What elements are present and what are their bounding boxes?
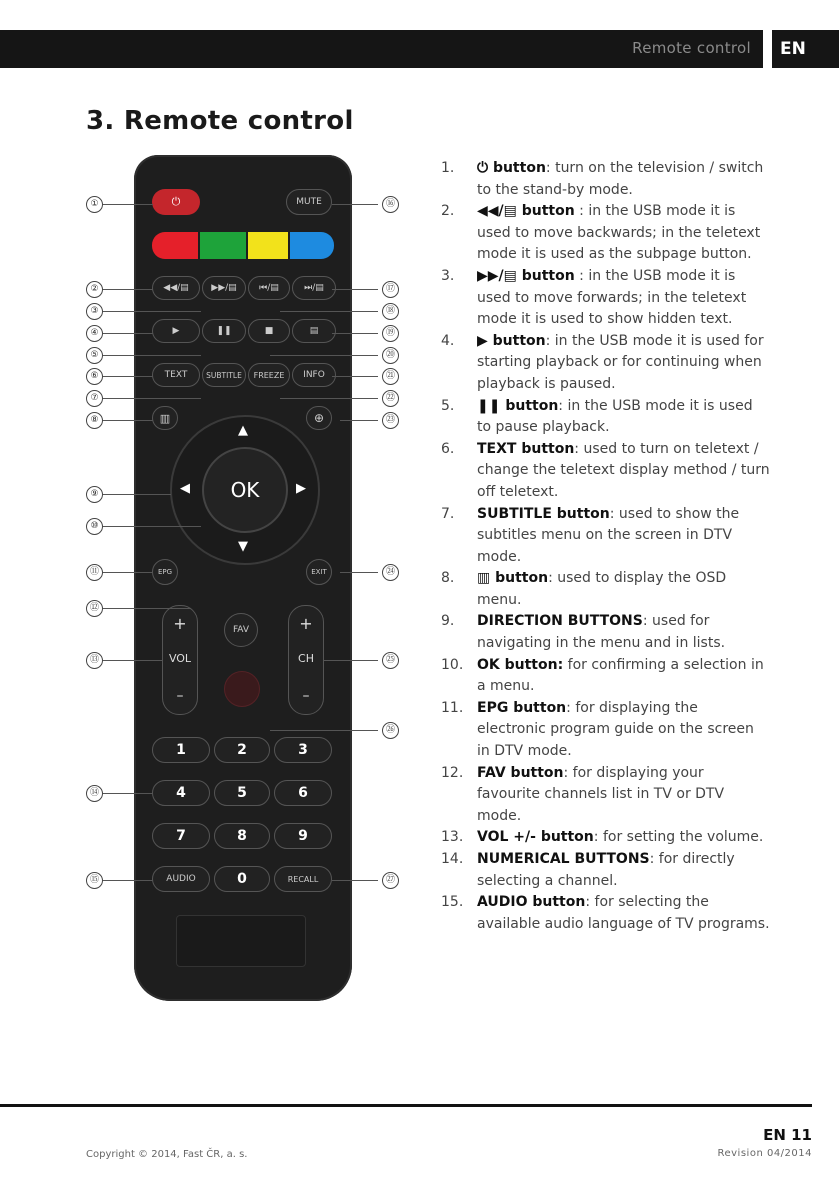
callout-22: ㉒ (382, 390, 399, 407)
channel-rocker (288, 605, 324, 715)
text-button: TEXT (152, 363, 200, 387)
item-number: 7. (441, 505, 455, 522)
number-8-button: 8 (214, 823, 270, 849)
leader-line (280, 398, 378, 399)
number-7-button: 7 (152, 823, 210, 849)
list-item (441, 611, 771, 654)
item-title: EPG button (477, 699, 567, 716)
item-number: 4. (441, 332, 455, 349)
item-text: : in the USB mode it is used to pause playback. (477, 397, 753, 436)
leader-line (101, 398, 201, 399)
leader-line (101, 333, 153, 334)
item-title: ⏻ button (477, 160, 546, 176)
item-title: NUMERICAL BUTTONS (477, 851, 650, 867)
item-title: ▶▶/▤ button (477, 267, 575, 284)
vol-label: VOL (168, 652, 192, 665)
subtitle-button: SUBTITLE (202, 363, 246, 387)
ok-button: OK (202, 447, 288, 533)
exit-button: EXIT (306, 559, 332, 585)
list-item (441, 331, 771, 396)
list-item (441, 827, 771, 849)
item-text: : in the USB mode it is used for starting playback or for continuing when playback is paused. (477, 332, 764, 392)
leader-line (332, 376, 378, 377)
remote-illustration (134, 155, 352, 1001)
number-3-button: 3 (274, 737, 332, 763)
menu-button: ▥ (152, 406, 178, 430)
page-heading: 3. Remote control (86, 106, 354, 136)
freeze-button: FREEZE (248, 363, 290, 387)
blue-button (290, 232, 334, 259)
leader-line (101, 355, 201, 356)
leader-line (332, 289, 378, 290)
arrow-down-icon: ▼ (238, 539, 248, 554)
list-item (441, 201, 771, 266)
ch-label: CH (298, 652, 314, 665)
item-number: 9. (441, 613, 455, 630)
leader-line (101, 880, 153, 881)
red-button (152, 232, 198, 259)
power-button: ⏻ (152, 189, 200, 215)
callout-16: ⑯ (382, 196, 399, 213)
item-text: : for directly selecting a channel. (477, 851, 735, 889)
rewind-subpage-button: ◀◀/▤ (152, 276, 200, 300)
callout-7: ⑦ (86, 390, 103, 407)
item-number: 8. (441, 570, 455, 587)
leader-line (280, 311, 378, 312)
list-item (441, 266, 771, 331)
item-title: ◀◀/▤ button (477, 203, 575, 220)
leader-line (340, 572, 378, 573)
item-number: 1. (441, 160, 455, 176)
leader-line (101, 793, 153, 794)
input-button (224, 671, 260, 707)
callout-5: ⑤ (86, 347, 103, 364)
item-number: 12. (441, 764, 464, 781)
leader-line (101, 311, 201, 312)
list-item (441, 892, 771, 935)
epg-button: EPG (152, 559, 178, 585)
callout-18: ⑱ (382, 303, 399, 320)
item-number: 15. (441, 894, 464, 911)
item-title: SUBTITLE button (477, 505, 610, 522)
leader-line (101, 289, 153, 290)
list-item (441, 396, 771, 439)
list-item (441, 763, 771, 828)
leader-line (324, 660, 378, 661)
item-number: 3. (441, 267, 455, 284)
list-item (441, 158, 771, 201)
header-bar (0, 30, 763, 68)
list-item (441, 849, 771, 892)
volume-rocker (162, 605, 198, 715)
play-button: ▶ (152, 319, 200, 343)
leader-line (101, 608, 191, 609)
number-0-button: 0 (214, 866, 270, 892)
leader-line (332, 204, 378, 205)
prev-button: ⏮/▤ (248, 276, 290, 300)
ch-plus-label: + (299, 614, 313, 633)
callout-10: ⑩ (86, 518, 103, 535)
pause-button: ❚❚ (202, 319, 246, 343)
item-number: 11. (441, 699, 464, 716)
list-item (441, 655, 771, 698)
callout-21: ㉑ (382, 368, 399, 385)
item-text: : turn on the television / switch to the stand-by mode. (477, 160, 764, 198)
item-number: 6. (441, 440, 455, 457)
yellow-button (248, 232, 288, 259)
number-1-button: 1 (152, 737, 210, 763)
callout-3: ③ (86, 303, 103, 320)
callout-23: ㉓ (382, 412, 399, 429)
item-number: 5. (441, 397, 455, 414)
list-item (441, 504, 771, 569)
info-button: INFO (292, 363, 336, 387)
item-text: : used to show the subtitles menu on the screen in DTV mode. (477, 505, 740, 565)
callout-8: ⑧ (86, 412, 103, 429)
callout-20: ⑳ (382, 347, 399, 364)
teletext-mode-button: ▤ (292, 319, 336, 343)
leader-line (101, 494, 171, 495)
leader-line (101, 526, 201, 527)
green-button (200, 232, 246, 259)
item-text: : in the USB mode it is used to move backwards; in the teletext mode it is used as the subpage button. (477, 203, 761, 263)
section-title: Remote control (632, 39, 751, 57)
leader-line (101, 660, 163, 661)
item-text: : for setting the volume. (593, 829, 764, 846)
item-title: AUDIO button (477, 894, 586, 911)
stop-button: ■ (248, 319, 290, 343)
item-text: : for displaying your favourite channels list in TV or DTV mode. (477, 764, 725, 824)
direction-pad (170, 415, 320, 565)
number-6-button: 6 (274, 780, 332, 806)
leader-line (270, 355, 378, 356)
item-number: 14. (441, 851, 464, 867)
item-text: : used to turn on teletext / change the teletext display method / turn off teletext. (477, 440, 770, 500)
revision-label: Revision 04/2014 (717, 1148, 812, 1159)
item-text: : in the USB mode it is used to move forwards; in the teletext mode it is used to show hidden text. (477, 267, 747, 328)
ch-minus-label: – (302, 688, 310, 704)
number-5-button: 5 (214, 780, 270, 806)
number-2-button: 2 (214, 737, 270, 763)
list-item (441, 439, 771, 504)
item-text: : used for navigating in the menu and in lists. (477, 613, 726, 652)
item-title: ❚❚ button (477, 397, 559, 414)
item-title: ▶ button (477, 332, 546, 349)
item-title: FAV button (477, 764, 564, 781)
callout-9: ⑨ (86, 486, 103, 503)
callout-17: ⑰ (382, 281, 399, 298)
mute-button: MUTE (286, 189, 332, 215)
callout-25: ㉕ (382, 652, 399, 669)
callout-13: ⑬ (86, 652, 103, 669)
item-text: : used to display the OSD menu. (477, 570, 727, 608)
item-number: 13. (441, 829, 464, 846)
arrow-up-icon: ▲ (238, 423, 248, 438)
vol-plus-label: + (173, 614, 187, 633)
leader-line (332, 333, 378, 334)
callout-11: ⑪ (86, 564, 103, 581)
item-title: OK button: (477, 656, 564, 673)
leader-line (332, 880, 378, 881)
callout-24: ㉔ (382, 564, 399, 581)
leader-line (101, 204, 153, 205)
callout-15: ⑮ (86, 872, 103, 889)
callout-14: ⑭ (86, 785, 103, 802)
audio-button: AUDIO (152, 866, 210, 892)
list-item (441, 698, 771, 763)
next-button: ⏭/▤ (292, 276, 336, 300)
leader-line (101, 572, 153, 573)
item-number: 2. (441, 203, 455, 220)
item-text: : for selecting the available audio language of TV programs. (477, 894, 770, 932)
callout-6: ⑥ (86, 368, 103, 385)
callout-19: ⑲ (382, 325, 399, 342)
callout-12: ⑫ (86, 600, 103, 617)
leader-line (101, 376, 153, 377)
arrow-left-icon: ◀ (180, 481, 190, 496)
button-description-list (441, 158, 771, 935)
number-9-button: 9 (274, 823, 332, 849)
language-badge: EN (772, 30, 839, 68)
source-button: ⊕ (306, 406, 332, 430)
arrow-right-icon: ▶ (296, 481, 306, 496)
item-text: : for displaying the electronic program guide on the screen in DTV mode. (477, 699, 754, 760)
leader-line (340, 420, 378, 421)
callout-2: ② (86, 281, 103, 298)
list-item (441, 568, 771, 611)
remote-ir-window (176, 915, 306, 967)
item-title: VOL +/- button (477, 829, 594, 846)
item-number: 10. (441, 656, 464, 673)
leader-line (101, 420, 153, 421)
vol-minus-label: – (176, 688, 184, 704)
fav-button: FAV (224, 613, 258, 647)
callout-27: ㉗ (382, 872, 399, 889)
copyright-notice: Copyright © 2014, Fast ČR, a. s. (86, 1149, 248, 1160)
item-title: ▥ button (477, 570, 549, 587)
footer-divider (0, 1104, 812, 1107)
callout-1: ① (86, 196, 103, 213)
forward-reveal-button: ▶▶/▤ (202, 276, 246, 300)
callout-26: ㉖ (382, 722, 399, 739)
item-text: for confirming a selection in a menu. (477, 656, 764, 695)
recall-button: RECALL (274, 866, 332, 892)
page-number: EN 11 (763, 1126, 812, 1144)
item-title: DIRECTION BUTTONS (477, 613, 643, 630)
leader-line (270, 730, 378, 731)
item-title: TEXT button (477, 440, 575, 457)
number-4-button: 4 (152, 780, 210, 806)
callout-4: ④ (86, 325, 103, 342)
